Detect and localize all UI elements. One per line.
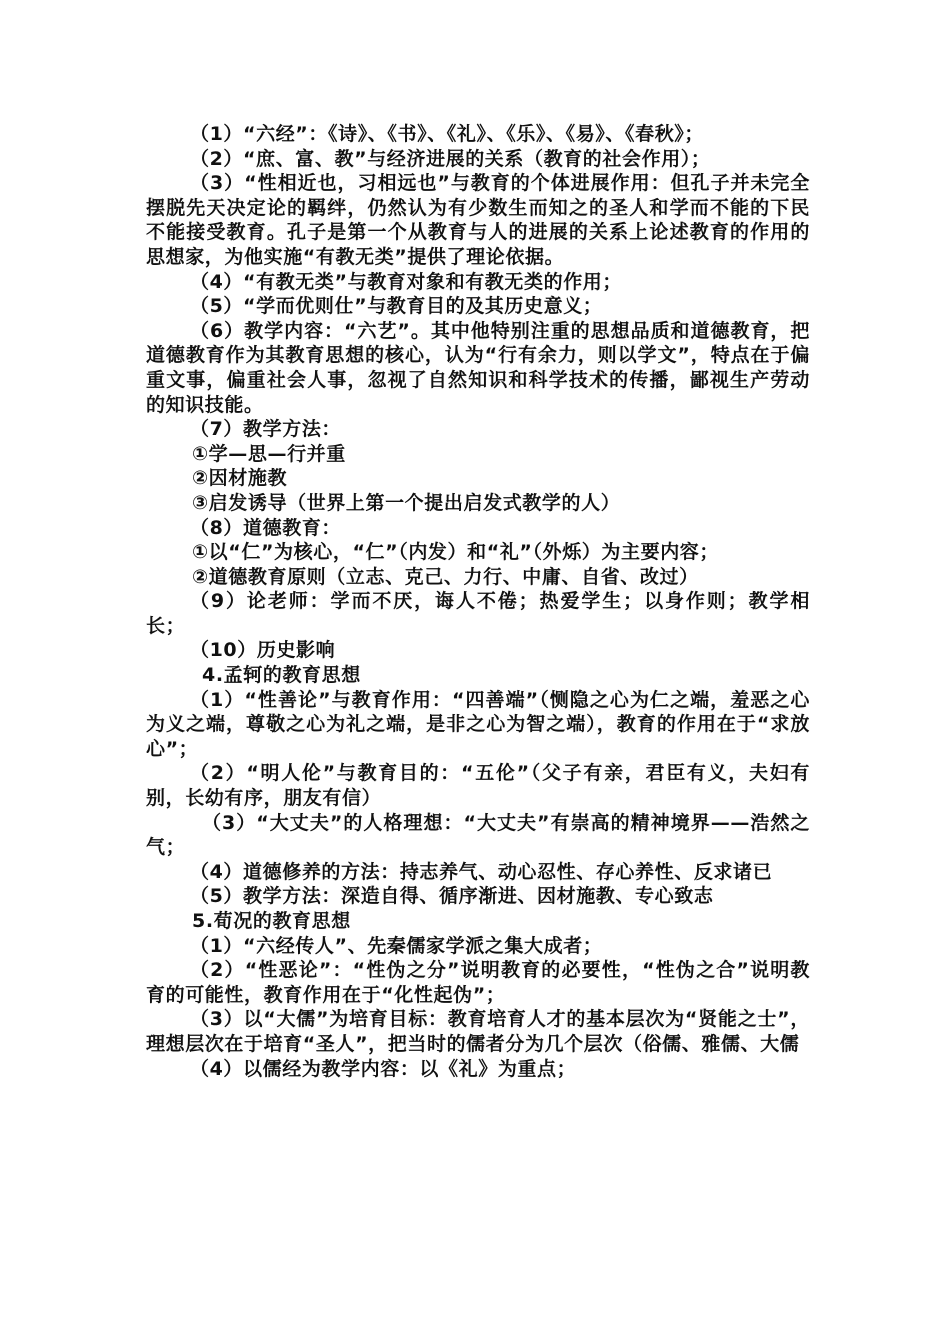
paragraph-xue-er-you: （5）“学而优则仕”与教育目的及其历史意义； <box>190 295 603 318</box>
section-heading-mengke: 4.孟轲的教育思想 <box>202 664 361 687</box>
paragraph-liujing-chuanren: （1）“六经传人”、先秦儒家学派之集大成者； <box>190 934 603 957</box>
paragraph-mengke-teaching-methods: （5）教学方法：深造自得、循序渐进、因材施教、专心致志 <box>190 885 714 908</box>
paragraph-moral-cultivation: （4）道德修养的方法：持志养气、动心忍性、存心养性、反求诸已 <box>190 860 773 883</box>
paragraph-historical-influence: （10）历史影响 <box>190 639 336 662</box>
paragraph-xing-shan-lun: （1）“性善论”与教育作用：“四善端”（恻隐之心为仁之端，羞恶之心为义之端，尊敬之心为礼之端，是非之心为智之端），教育的作用在于“求放心”； <box>146 688 810 760</box>
paragraph-on-teachers: （9）论老师：学而不厌，诲人不倦；热爱学生；以身作则；教学相长； <box>146 590 810 637</box>
paragraph-you-jiao-wu-lei: （4）“有教无类”与教育对象和有教无类的作用； <box>190 270 622 293</box>
list-item-method-1: ①学—思—行并重 <box>192 442 346 465</box>
section-heading-xunkuang: 5.荀况的教育思想 <box>192 910 351 932</box>
paragraph-xing-xiang-jin: （3）“性相近也，习相远也”与教育的个体进展作用：但孔子并未完全摆脱先天决定论的羁绊，仍然认为有少数生而知之的圣人和学而不能的下民不能接受教育。孔子是第一个从教育与人的进展的关系上论述教育的作用的思想家，为他实施“有教无类”提供了理论依据。 <box>146 172 810 268</box>
paragraph-xing-e-lun: （2）“性恶论”：“性伪之分”说明教育的必要性，“性伪之合”说明教育的可能性，教育作用在于“化性起伪”； <box>146 959 810 1006</box>
paragraph-teaching-content: （6）教学内容：“六艺”。其中他特别注重的思想品质和道德教育，把道德教育作为其教育思想的核心，认为“行有余力，则以学文”，特点在于偏重文事，偏重社会人事，忽视了自然知识和科学技术的传播，鄙视生产劳动的知识技能。 <box>146 319 810 416</box>
paragraph-da-zhang-fu: （3）“大丈夫”的人格理想：“大丈夫”有崇高的精神境界——浩然之气； <box>146 811 810 859</box>
paragraph-liujing: （1）“六经”：《诗》、《书》、《礼》、《乐》、《易》、《春秋》； <box>190 123 704 145</box>
paragraph-teaching-methods: （7）教学方法： <box>190 418 342 441</box>
paragraph-moral-education: （8）道德教育： <box>190 516 342 539</box>
list-item-moral-2: ②道德教育原则（立志、克己、力行、中庸、自省、改过） <box>192 565 699 588</box>
list-item-method-2: ②因材施教 <box>192 467 288 490</box>
paragraph-da-ru: （3）以“大儒”为培育目标：教育培育人才的基本层次为“贤能之士”，理想层次在于培育“圣人”，把当时的儒者分为几个层次（俗儒、雅儒、大儒 <box>146 1008 810 1055</box>
list-item-moral-1: ①以“仁”为核心，“仁”（内发）和“礼”（外烁）为主要内容； <box>192 541 720 564</box>
list-item-method-3: ③启发诱导（世界上第一个提出启发式教学的人） <box>192 491 621 514</box>
paragraph-ming-ren-lun: （2）“明人伦”与教育目的：“五伦”（父子有亲，君臣有义，夫妇有别，长幼有序，朋友有信） <box>146 762 810 810</box>
document-page <box>146 122 810 1081</box>
paragraph-ru-jing: （4）以儒经为教学内容：以《礼》为重点； <box>190 1057 577 1080</box>
paragraph-shu-fu-jiao: （2）“庶、富、教”与经济进展的关系（教育的社会作用）； <box>190 147 711 170</box>
